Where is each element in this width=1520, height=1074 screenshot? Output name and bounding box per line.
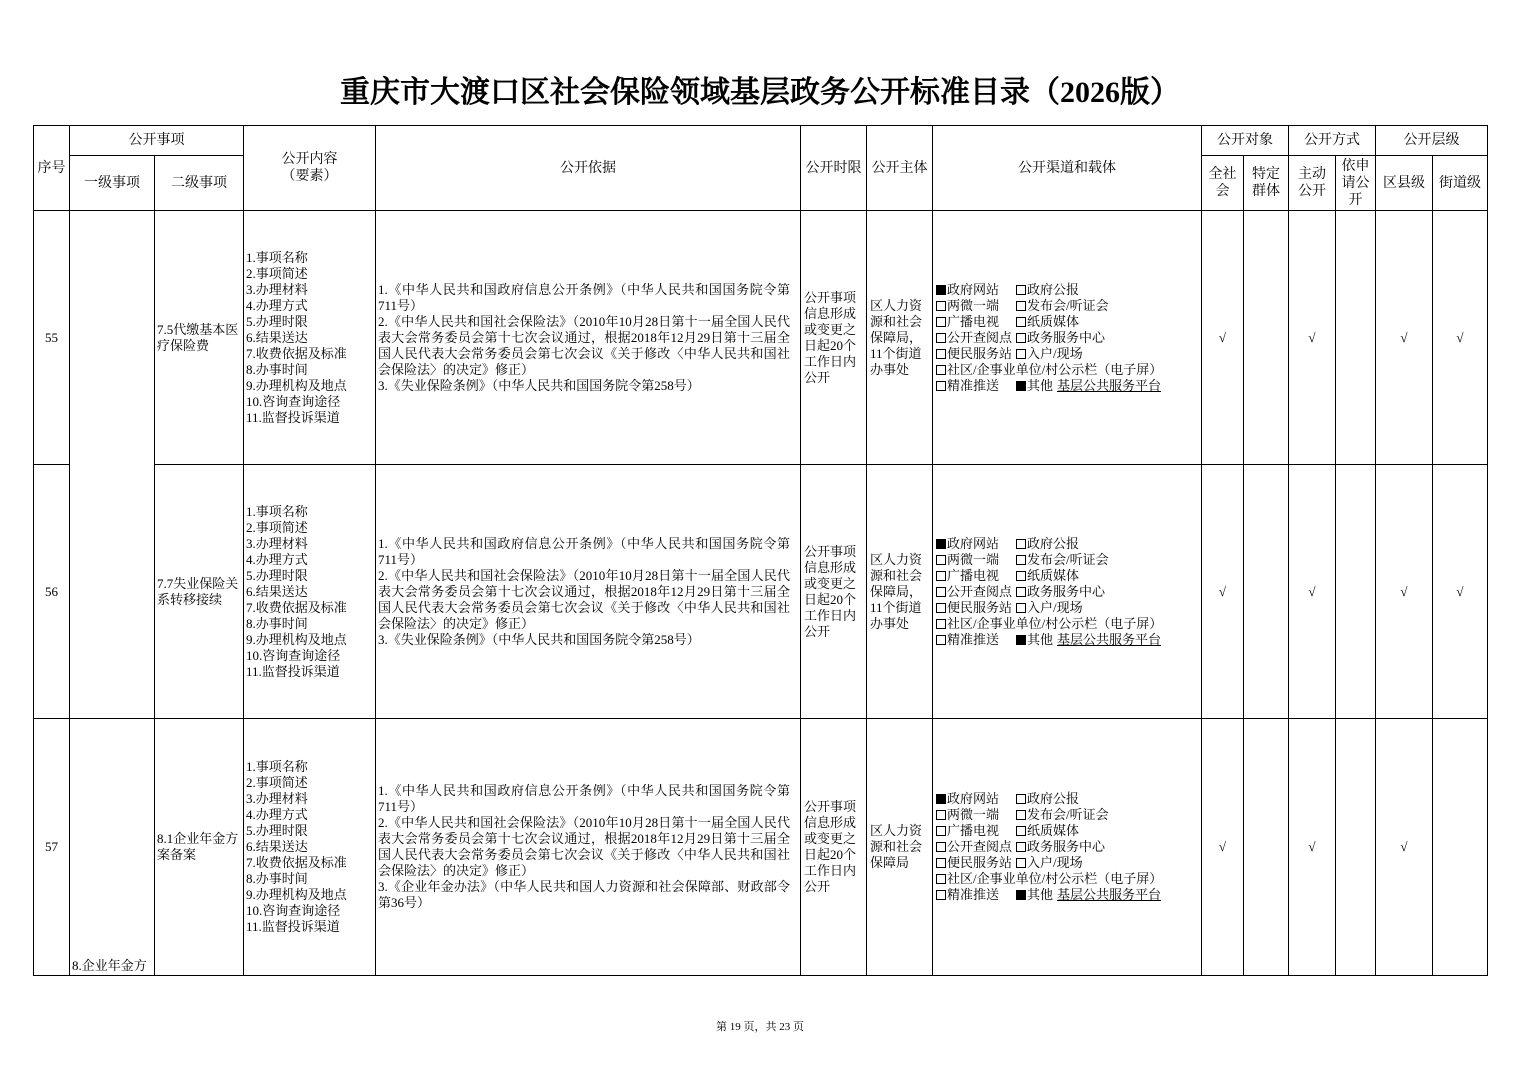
content-element: 3.办理材料 [246, 791, 308, 806]
channel-option [1016, 330, 1105, 346]
channel-option [936, 807, 1016, 823]
legal-basis-item: 2.《中华人民共和国社会保险法》（2010年10月28日第十一届全国人民代表大会常务委员会第十七次会议通过，根据2018年12月29日第十三届全国人民代表大会常务委员会第七次会议《关于修改〈中华人民共和国社会保险法〉的决定》修正） [378, 313, 790, 377]
channel-option [936, 282, 1016, 298]
table-body [34, 211, 1488, 976]
checkbox-empty-icon [1016, 794, 1026, 804]
channel-line [936, 298, 1201, 314]
header-mode: 公开方式 [1289, 126, 1376, 156]
header-level-street: 街道级 [1433, 156, 1488, 211]
legal-basis-item: 3.《失业保险条例》（中华人民共和国国务院令第258号） [378, 631, 700, 647]
content-element: 7.收费依据及标准 [246, 599, 347, 615]
content-element: 4.办理方式 [246, 297, 308, 313]
channel-option [936, 568, 1016, 584]
channel-option [936, 855, 1016, 871]
checkbox-checked-icon [1016, 890, 1026, 900]
check-mark-level-county: √ [1376, 719, 1433, 976]
disclosure-content-list [244, 465, 376, 719]
channel-label: 政府公报 [1027, 791, 1080, 806]
checkbox-empty-icon [936, 587, 946, 597]
legal-basis-item: 2.《中华人民共和国社会保险法》（2010年10月28日第十一届全国人民代表大会常务委员会第十七次会议通过，根据2018年12月29日第十三届全国人民代表大会常务委员会第七次会议《关于修改〈中华人民共和国社会保险法〉的决定》修正） [378, 567, 790, 631]
check-mark-audience-all: √ [1202, 465, 1244, 719]
channel-line [936, 887, 1201, 903]
channel-label: 政府公报 [1027, 535, 1080, 551]
channel-line [936, 282, 1201, 298]
checkbox-checked-icon [1016, 381, 1026, 391]
channel-label: 纸质媒体 [1027, 567, 1080, 583]
channel-label: 发布会/听证会 [1027, 551, 1109, 567]
content-element: 11.监督投诉渠道 [246, 919, 340, 934]
content-element: 8.办事时间 [246, 615, 308, 631]
channel-option [1016, 346, 1083, 362]
channel-line [936, 378, 1201, 394]
channel-label: 两微一端 [947, 551, 1000, 567]
channel-line [936, 600, 1201, 616]
check-mark-mode-request [1336, 719, 1376, 976]
level1-item: 8.企业年金方 [70, 719, 155, 976]
check-mark-mode-active: √ [1289, 719, 1336, 976]
content-element: 4.办理方式 [246, 807, 308, 822]
channel-option [1016, 568, 1079, 584]
channel-option [1016, 552, 1109, 568]
checkbox-checked-icon [1016, 635, 1026, 645]
checkbox-empty-icon [1016, 826, 1026, 836]
content-element: 3.办理材料 [246, 281, 308, 297]
content-element: 6.结果送达 [246, 329, 308, 345]
channel-label: 其他 [1027, 377, 1054, 393]
channel-line [936, 568, 1201, 584]
header-basis: 公开依据 [376, 126, 801, 211]
checkbox-empty-icon [936, 858, 946, 868]
channel-label: 便民服务站 [947, 855, 1013, 870]
channel-label: 便民服务站 [947, 345, 1013, 361]
channel-label: 政府网站 [947, 281, 1000, 297]
disclosure-subject: 区人力资源和社会保障局 [867, 719, 933, 976]
channel-label: 政府网站 [947, 791, 1000, 806]
check-mark-audience-all: √ [1202, 719, 1244, 976]
check-mark-level-street: √ [1433, 211, 1488, 465]
channel-option [1016, 378, 1161, 394]
channel-label: 广播电视 [947, 313, 1000, 329]
legal-basis-item: 3.《企业年金办法》（中华人民共和国人力资源和社会保障部、财政部令第36号） [378, 879, 790, 910]
channel-list [933, 719, 1202, 976]
checkbox-empty-icon [1016, 349, 1026, 359]
header-mode-request: 依申请公开 [1336, 156, 1376, 211]
check-mark-audience-all: √ [1202, 211, 1244, 465]
channel-option [936, 600, 1016, 616]
legal-basis-list [376, 719, 801, 976]
checkbox-empty-icon [1016, 285, 1026, 295]
checkbox-empty-icon [936, 619, 946, 629]
channel-line [936, 346, 1201, 362]
level2-item: 7.7失业保险关系转移接续 [155, 465, 244, 719]
check-mark-mode-active: √ [1289, 211, 1336, 465]
channel-label: 便民服务站 [947, 599, 1013, 615]
channel-label: 公开查阅点 [947, 839, 1013, 854]
content-element: 5.办理时限 [246, 313, 308, 329]
checkbox-empty-icon [936, 890, 946, 900]
legal-basis-item: 1.《中华人民共和国政府信息公开条例》（中华人民共和国国务院令第711号） [378, 535, 790, 567]
table-row [34, 211, 1488, 465]
content-element: 5.办理时限 [246, 823, 308, 838]
channel-line [936, 314, 1201, 330]
level1-item [70, 211, 155, 719]
header-items-level2: 二级事项 [155, 156, 244, 211]
channel-label: 入户/现场 [1027, 599, 1083, 615]
channel-label: 精准推送 [947, 887, 1000, 902]
channel-option [1016, 282, 1079, 298]
content-element: 8.办事时间 [246, 871, 308, 886]
channel-label: 纸质媒体 [1027, 313, 1080, 329]
channel-option [1016, 823, 1079, 839]
channel-label: 政府网站 [947, 535, 1000, 551]
channel-option [1016, 839, 1105, 855]
legal-basis-item: 2.《中华人民共和国社会保险法》（2010年10月28日第十一届全国人民代表大会常务委员会第十七次会议通过，根据2018年12月29日第十三届全国人民代表大会常务委员会第七次会议《关于修改〈中华人民共和国社会保险法〉的决定》修正） [378, 815, 790, 878]
content-element: 7.收费依据及标准 [246, 345, 347, 361]
channel-option [936, 378, 1016, 394]
checkbox-empty-icon [936, 571, 946, 581]
content-element: 1.事项名称 [246, 759, 308, 774]
disclosure-subject: 区人力资源和社会保障局，11个街道办事处 [867, 211, 933, 465]
time-limit: 公开事项信息形成或变更之日起20个工作日内公开 [801, 211, 867, 465]
channel-option [1016, 584, 1105, 600]
content-element: 6.结果送达 [246, 583, 308, 599]
disclosure-content-list [244, 211, 376, 465]
checkbox-empty-icon [1016, 571, 1026, 581]
channel-label: 政务服务中心 [1027, 839, 1106, 854]
channel-option [936, 791, 1016, 807]
channel-line [936, 362, 1201, 378]
content-element: 3.办理材料 [246, 535, 308, 551]
disclosure-subject: 区人力资源和社会保障局，11个街道办事处 [867, 465, 933, 719]
channel-line [936, 791, 1201, 807]
channel-other-detail: 基层公共服务平台 [1057, 887, 1162, 902]
channel-option [936, 616, 1162, 632]
content-element: 10.咨询查询途径 [246, 647, 341, 663]
check-mark-level-street: √ [1433, 465, 1488, 719]
row-number: 57 [34, 719, 70, 976]
header-row-top [34, 126, 1488, 156]
channel-label: 广播电视 [947, 823, 1000, 838]
channel-label: 入户/现场 [1027, 345, 1083, 361]
checkbox-empty-icon [936, 301, 946, 311]
header-seq: 序号 [34, 126, 70, 211]
content-element: 11.监督投诉渠道 [246, 663, 340, 679]
row-number: 55 [34, 211, 70, 465]
channel-option [936, 552, 1016, 568]
header-subject: 公开主体 [867, 126, 933, 211]
header-audience-all: 全社会 [1202, 156, 1244, 211]
channel-option [1016, 600, 1083, 616]
channel-label: 社区/企事业单位/村公示栏（电子屏） [947, 615, 1163, 631]
channel-label: 公开查阅点 [947, 329, 1013, 345]
channel-option [1016, 855, 1083, 871]
level2-item: 8.1企业年金方案备案 [155, 719, 244, 976]
channel-label: 广播电视 [947, 567, 1000, 583]
channel-label: 纸质媒体 [1027, 823, 1080, 838]
header-content-note: （要素） [281, 169, 338, 184]
checkbox-empty-icon [1016, 587, 1026, 597]
channel-label: 精准推送 [947, 631, 1000, 647]
channel-option [936, 584, 1016, 600]
checkbox-checked-icon [936, 539, 946, 549]
legal-basis-item: 3.《失业保险条例》（中华人民共和国国务院令第258号） [378, 377, 700, 393]
check-mark-audience-specific [1244, 211, 1289, 465]
channel-other-detail: 基层公共服务平台 [1057, 631, 1162, 647]
check-mark-level-street [1433, 719, 1488, 976]
channel-list [933, 465, 1202, 719]
legal-basis-item: 1.《中华人民共和国政府信息公开条例》（中华人民共和国国务院令第711号） [378, 783, 790, 814]
channel-option [936, 362, 1162, 378]
channel-option [936, 632, 1016, 648]
channel-label: 社区/企事业单位/村公示栏（电子屏） [947, 871, 1163, 886]
channel-label: 两微一端 [947, 807, 1000, 822]
header-time-limit: 公开时限 [801, 126, 867, 211]
channel-label: 发布会/听证会 [1027, 297, 1109, 313]
channel-label: 政务服务中心 [1027, 329, 1106, 345]
table-row [34, 719, 1488, 976]
checkbox-empty-icon [936, 333, 946, 343]
header-items-level1: 一级事项 [70, 156, 155, 211]
header-mode-active: 主动公开 [1289, 156, 1336, 211]
checkbox-empty-icon [1016, 317, 1026, 327]
legal-basis-list [376, 211, 801, 465]
channel-label: 公开查阅点 [947, 583, 1013, 599]
header-audience-specific: 特定群体 [1244, 156, 1289, 211]
channel-option [1016, 887, 1161, 903]
check-mark-mode-request [1336, 211, 1376, 465]
channel-option [936, 314, 1016, 330]
content-element: 5.办理时限 [246, 567, 308, 583]
checkbox-empty-icon [936, 349, 946, 359]
content-element: 10.咨询查询途径 [246, 903, 341, 918]
channel-option [936, 823, 1016, 839]
checkbox-empty-icon [936, 555, 946, 565]
content-element: 11.监督投诉渠道 [246, 409, 340, 425]
table-header [34, 126, 1488, 211]
channel-label: 社区/企事业单位/村公示栏（电子屏） [947, 361, 1163, 377]
document-title: 重庆市大渡口区社会保险领域基层政务公开标准目录（2026版） [340, 76, 1180, 109]
header-level: 公开层级 [1376, 126, 1488, 156]
checkbox-empty-icon [1016, 539, 1026, 549]
content-element: 7.收费依据及标准 [246, 855, 347, 870]
channel-label: 其他 [1027, 887, 1054, 902]
content-element: 8.办事时间 [246, 361, 308, 377]
channel-line [936, 823, 1201, 839]
legal-basis-list [376, 465, 801, 719]
checkbox-checked-icon [936, 794, 946, 804]
header-items: 公开事项 [70, 126, 244, 156]
content-element: 2.事项简述 [246, 265, 308, 281]
channel-line [936, 330, 1201, 346]
checkbox-empty-icon [936, 874, 946, 884]
channel-option [936, 298, 1016, 314]
checkbox-empty-icon [936, 603, 946, 613]
check-mark-mode-active: √ [1289, 465, 1336, 719]
header-channels: 公开渠道和载体 [933, 126, 1202, 211]
checkbox-empty-icon [936, 635, 946, 645]
channel-list [933, 211, 1202, 465]
level2-item: 7.5代缴基本医疗保险费 [155, 211, 244, 465]
checkbox-empty-icon [1016, 333, 1026, 343]
check-mark-level-county: √ [1376, 465, 1433, 719]
channel-other-detail: 基层公共服务平台 [1057, 377, 1162, 393]
disclosure-content-list [244, 719, 376, 976]
content-element: 2.事项简述 [246, 519, 308, 535]
time-limit: 公开事项信息形成或变更之日起20个工作日内公开 [801, 719, 867, 976]
channel-line [936, 536, 1201, 552]
time-limit: 公开事项信息形成或变更之日起20个工作日内公开 [801, 465, 867, 719]
channel-label: 入户/现场 [1027, 855, 1083, 870]
check-mark-audience-specific [1244, 465, 1289, 719]
checkbox-empty-icon [936, 365, 946, 375]
channel-label: 精准推送 [947, 377, 1000, 393]
header-audience: 公开对象 [1202, 126, 1289, 156]
page-number: 第 19 页，共 23 页 [716, 1021, 804, 1033]
channel-label: 其他 [1027, 631, 1054, 647]
channel-option [1016, 298, 1109, 314]
table-row [34, 465, 1488, 719]
channel-option [1016, 807, 1109, 823]
header-content-label: 公开内容 [281, 152, 338, 167]
row-number: 56 [34, 465, 70, 719]
channel-option [936, 887, 1016, 903]
content-element: 9.办理机构及地点 [246, 887, 347, 902]
channel-line [936, 855, 1201, 871]
channel-option [1016, 632, 1161, 648]
checkbox-empty-icon [1016, 810, 1026, 820]
content-element: 4.办理方式 [246, 551, 308, 567]
checkbox-empty-icon [1016, 301, 1026, 311]
content-element: 6.结果送达 [246, 839, 308, 854]
channel-line [936, 839, 1201, 855]
channel-line [936, 632, 1201, 648]
checkbox-empty-icon [1016, 555, 1026, 565]
channel-label: 两微一端 [947, 297, 1000, 313]
channel-line [936, 807, 1201, 823]
channel-option [1016, 314, 1079, 330]
channel-label: 发布会/听证会 [1027, 807, 1109, 822]
content-element: 10.咨询查询途径 [246, 393, 341, 409]
content-element: 1.事项名称 [246, 249, 308, 265]
checkbox-empty-icon [1016, 603, 1026, 613]
checkbox-empty-icon [936, 317, 946, 327]
content-element: 1.事项名称 [246, 503, 308, 519]
check-mark-mode-request [1336, 465, 1376, 719]
channel-option [1016, 791, 1079, 807]
channel-line [936, 552, 1201, 568]
channel-label: 政务服务中心 [1027, 583, 1106, 599]
channel-option [936, 839, 1016, 855]
check-mark-level-county: √ [1376, 211, 1433, 465]
channel-option [936, 536, 1016, 552]
checkbox-empty-icon [1016, 842, 1026, 852]
checkbox-empty-icon [936, 381, 946, 391]
content-element: 2.事项简述 [246, 775, 308, 790]
checkbox-empty-icon [1016, 858, 1026, 868]
channel-option [936, 346, 1016, 362]
content-element: 9.办理机构及地点 [246, 377, 347, 393]
checkbox-checked-icon [936, 285, 946, 295]
channel-line [936, 616, 1201, 632]
checkbox-empty-icon [936, 842, 946, 852]
catalog-table [33, 125, 1488, 976]
channel-option [936, 330, 1016, 346]
channel-option [936, 871, 1162, 887]
checkbox-empty-icon [936, 826, 946, 836]
channel-line [936, 871, 1201, 887]
check-mark-audience-specific [1244, 719, 1289, 976]
channel-option [1016, 536, 1079, 552]
header-level-county: 区县级 [1376, 156, 1433, 211]
header-content [244, 126, 376, 211]
content-element: 9.办理机构及地点 [246, 631, 347, 647]
channel-label: 政府公报 [1027, 281, 1080, 297]
channel-line [936, 584, 1201, 600]
checkbox-empty-icon [936, 810, 946, 820]
legal-basis-item: 1.《中华人民共和国政府信息公开条例》（中华人民共和国国务院令第711号） [378, 281, 790, 313]
